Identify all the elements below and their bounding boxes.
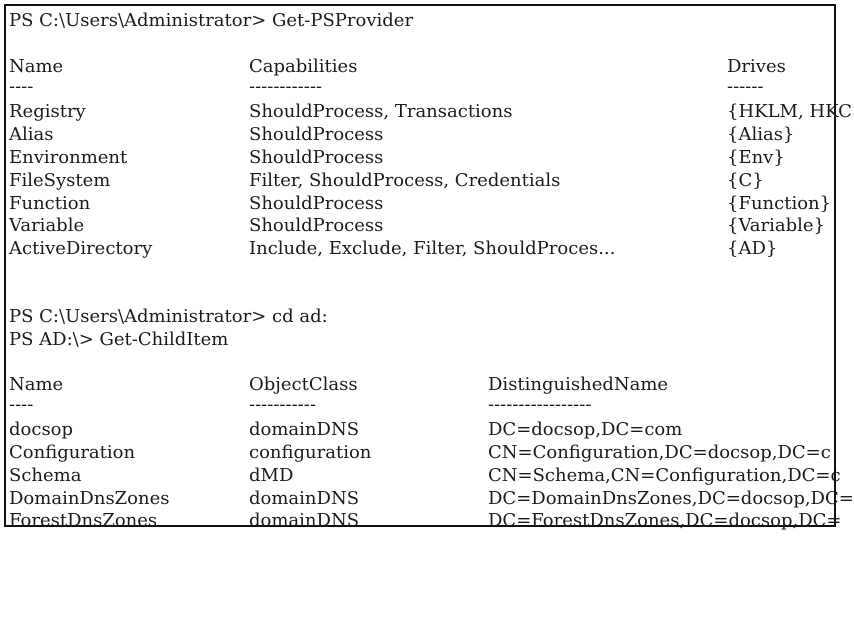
item-underline-row: [9, 394, 835, 416]
provider-name: Variable: [9, 215, 85, 236]
item-distinguishedname: DC=ForestDnsZones,DC=docsop,DC=: [488, 510, 842, 531]
table-row: [9, 488, 854, 510]
provider-name: FileSystem: [9, 170, 111, 191]
item-name: ForestDnsZones: [9, 510, 158, 531]
table-row: [9, 193, 835, 215]
item-distinguishedname: CN=Configuration,DC=docsop,DC=c: [488, 442, 831, 463]
provider-name: Environment: [9, 147, 128, 168]
item-name: DomainDnsZones: [9, 488, 170, 509]
provider-name: Function: [9, 193, 91, 214]
item-distinguishedname: CN=Schema,CN=Configuration,DC=c: [488, 465, 841, 486]
item-header-row: [9, 374, 835, 396]
table-row: [9, 124, 835, 146]
provider-drives: {Function}: [727, 193, 832, 214]
provider-capabilities: Filter, ShouldProcess, Credentials: [249, 170, 561, 191]
provider-drives: {HKLM, HKC: [727, 101, 852, 122]
header-distinguishedname: DistinguishedName: [488, 374, 669, 395]
header-drives: Drives: [727, 56, 786, 77]
provider-name: ActiveDirectory: [9, 238, 153, 259]
underline-name: ----: [9, 394, 34, 415]
item-objectclass: configuration: [249, 442, 372, 463]
item-distinguishedname: DC=docsop,DC=com: [488, 419, 683, 440]
table-row: [9, 510, 842, 532]
provider-drives: {Alias}: [727, 124, 795, 145]
provider-capabilities: ShouldProcess: [249, 215, 384, 236]
table-row: [9, 419, 835, 441]
underline-objectclass: -----------: [249, 394, 316, 415]
item-name: Schema: [9, 465, 82, 486]
provider-capabilities: ShouldProcess: [249, 124, 384, 145]
provider-drives: {AD}: [727, 238, 778, 259]
table-row: [9, 442, 835, 464]
provider-drives: {Variable}: [727, 215, 826, 236]
header-name: Name: [9, 374, 64, 395]
powershell-console[interactable]: [4, 4, 854, 531]
provider-drives: {C}: [727, 170, 764, 191]
underline-capabilities: ------------: [249, 76, 322, 97]
provider-drives: {Env}: [727, 147, 785, 168]
item-name: docsop: [9, 419, 74, 440]
provider-underline-row: [9, 76, 835, 98]
item-distinguishedname: DC=DomainDnsZones,DC=docsop,DC=: [488, 488, 854, 509]
table-row: [9, 238, 835, 260]
provider-name: Alias: [9, 124, 54, 145]
command-line-get-psprovider: PS C:\Users\Administrator> Get-PSProvider: [9, 10, 414, 31]
header-name: Name: [9, 56, 64, 77]
item-objectclass: domainDNS: [249, 419, 360, 440]
provider-header-row: [9, 56, 835, 78]
item-name: Configuration: [9, 442, 136, 463]
underline-distinguishedname: -----------------: [488, 394, 592, 415]
provider-name: Registry: [9, 101, 86, 122]
underline-drives: ------: [727, 76, 764, 97]
header-objectclass: ObjectClass: [249, 374, 358, 395]
table-row: [9, 147, 835, 169]
underline-name: ----: [9, 76, 34, 97]
table-row: [9, 101, 852, 123]
provider-capabilities: ShouldProcess: [249, 193, 384, 214]
item-objectclass: domainDNS: [249, 488, 360, 509]
provider-capabilities: ShouldProcess, Transactions: [249, 101, 513, 122]
item-objectclass: domainDNS: [249, 510, 360, 531]
provider-capabilities: Include, Exclude, Filter, ShouldProces...: [249, 238, 616, 259]
command-line-cd-ad: PS C:\Users\Administrator> cd ad:: [9, 306, 328, 327]
table-row: [9, 170, 835, 192]
item-objectclass: dMD: [249, 465, 294, 486]
header-capabilities: Capabilities: [249, 56, 358, 77]
provider-capabilities: ShouldProcess: [249, 147, 384, 168]
command-line-get-childitem: PS AD:\> Get-ChildItem: [9, 329, 229, 350]
table-row: [9, 215, 835, 237]
table-row: [9, 465, 841, 487]
